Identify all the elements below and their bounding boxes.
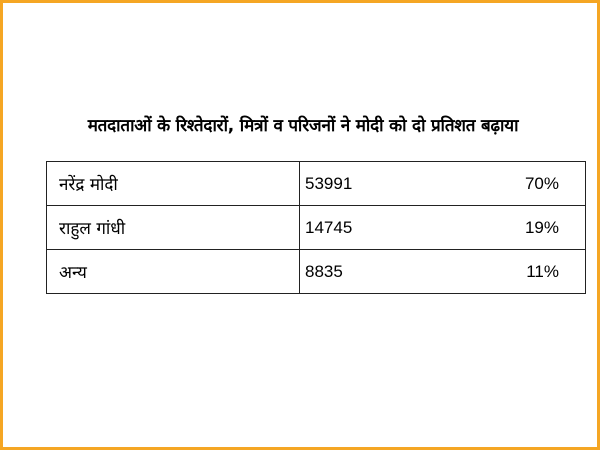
vote-count: 14745 — [305, 217, 353, 237]
vote-percent: 11% — [526, 261, 559, 281]
vote-count: 8835 — [305, 261, 343, 281]
candidate-name-cell — [47, 162, 300, 206]
table-row — [47, 162, 586, 206]
result-cell — [300, 250, 586, 294]
headline: मतदाताओं के रिश्तेदारों, मित्रों व परिजनों ने मोदी को दो प्रतिशत बढ़ाया — [87, 116, 519, 136]
result-cell — [300, 206, 586, 250]
candidate-name: नरेंद्र मोदी — [59, 175, 118, 195]
vote-count: 53991 — [305, 173, 353, 193]
vote-percent: 19% — [524, 217, 559, 237]
candidate-name-cell — [47, 206, 300, 250]
candidate-name-cell — [47, 250, 300, 294]
results-table — [46, 161, 586, 294]
vote-percent: 70% — [524, 173, 559, 193]
result-cell — [300, 162, 586, 206]
candidate-name: राहुल गांधी — [59, 219, 126, 239]
candidate-name: अन्य — [59, 263, 87, 283]
table-row — [47, 250, 586, 294]
table-row — [47, 206, 586, 250]
